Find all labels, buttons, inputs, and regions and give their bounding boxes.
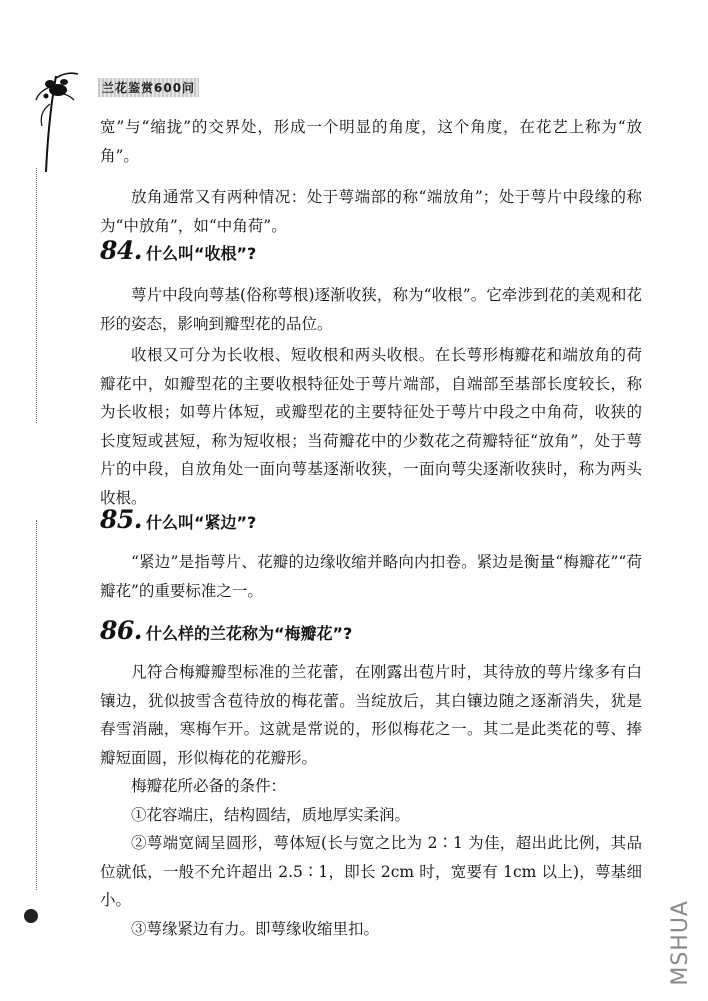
section-number: 85. — [100, 505, 142, 534]
section-84-body — [100, 281, 642, 512]
running-head: 兰花鉴赏600问 — [98, 78, 199, 97]
section-title: 什么叫“紧边”? — [146, 513, 257, 532]
section-heading-86 — [100, 616, 352, 645]
orchid-decoration-icon — [34, 68, 94, 178]
watermark: MSHUA — [668, 900, 693, 986]
margin-dotted-rule — [36, 520, 37, 890]
section-86-body — [100, 658, 642, 943]
paragraph: 萼片中段向萼基(俗称萼根)逐渐收狭，称为“收根”。它牵涉到花的美观和花形的姿态，影响到瓣型花的品位。 — [100, 286, 642, 333]
page-corner-mark — [24, 909, 38, 923]
paragraph: 宽”与“缩拢”的交界处，形成一个明显的角度，这个角度，在花艺上称为“放角”。 — [100, 118, 642, 165]
section-title: 什么叫“收根”? — [146, 244, 257, 263]
section-number: 84. — [100, 236, 142, 265]
margin-dotted-rule — [36, 168, 37, 423]
paragraph: 放角通常又有两种情况：处于萼端部的称“端放角”；处于萼片中段缘的称为“中放角”，如“中角荷”。 — [100, 188, 642, 235]
paragraph: 凡符合梅瓣瓣型标准的兰花蕾，在刚露出苞片时，其待放的萼片缘多有白镶边，犹似披雪含苞待放的梅花蕾。当绽放后，其白镶边随之逐渐消失，犹是春雪消融，寒梅乍开。这就是常说的，形似梅花之一。其二是此类花的萼、捧瓣短面圆，形似梅花的花瓣形。 — [100, 663, 642, 767]
paragraph: “紧边”是指萼片、花瓣的边缘收缩并略向内扣卷。紧边是衡量“梅瓣花”“荷瓣花”的重要标准之一。 — [100, 553, 642, 600]
paragraph: 收根又可分为长收根、短收根和两头收根。在长萼形梅瓣花和端放角的荷瓣花中，如瓣型花的主要收根特征处于萼片端部，自端部至基部长度较长，称为长收根；如萼片体短，或瓣型花的主要特征处于萼片中段之中角荷，收狭的长度短或甚短，称为短收根；当荷瓣花中的少数花之荷瓣特征“放角”，处于萼片的中段，自放角处一面向萼基逐渐收狭，一面向萼尖逐渐收狭时，称为两头收根。 — [100, 346, 642, 507]
paragraph: 梅瓣花所必备的条件： — [131, 777, 287, 795]
intro-block — [100, 113, 642, 240]
section-heading-85 — [100, 505, 256, 534]
condition-item: ①花容端庄，结构圆结，质地厚实柔润。 — [131, 805, 411, 824]
condition-item: ③萼缘紧边有力。即萼缘收缩里扣。 — [131, 919, 380, 938]
section-title: 什么样的兰花称为“梅瓣花”? — [146, 624, 353, 643]
section-heading-84 — [100, 236, 256, 265]
condition-item: ②萼端宽阔呈圆形，萼体短(长与宽之比为 2∶1 为佳，超出此比例，其品位就低，一般不允许超出 2.5∶1，即长 2cm 时，宽要有 1cm 以上)，萼基细小。 — [100, 834, 642, 909]
section-85-body — [100, 548, 642, 605]
section-number: 86. — [100, 616, 142, 645]
